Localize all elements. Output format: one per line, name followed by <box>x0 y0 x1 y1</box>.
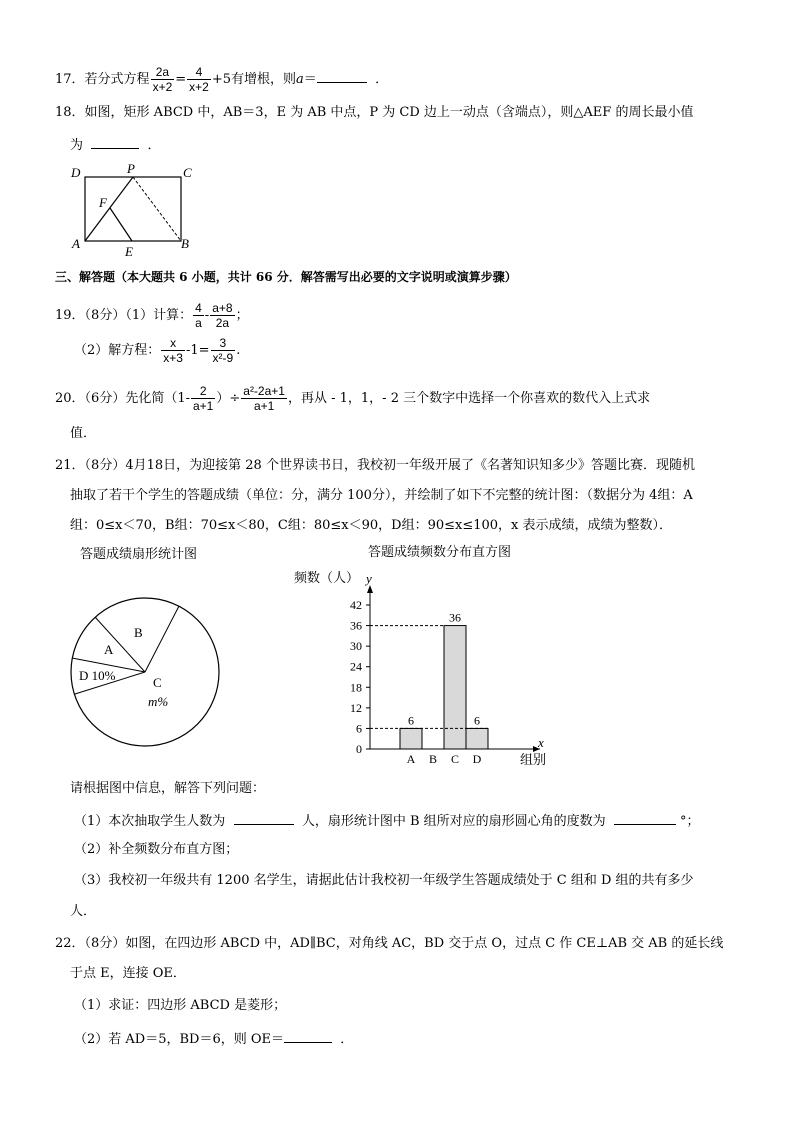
q18-line2: 为 ． <box>70 138 161 153</box>
q17: 17．若分式方程 $\frac{2a}{x+2}$ = $\frac{4}{x+2}$ +5有增根，则a＝ ． <box>55 65 389 94</box>
y-tick-label: 24 <box>350 659 362 674</box>
x-tick-label: D <box>472 752 482 766</box>
q21-sub2: （2）补全频数分布直方图； <box>74 842 239 857</box>
bar-value-label: 36 <box>449 610 461 625</box>
fraction: $\frac{2}{a+1}$ <box>193 384 214 413</box>
pie-slice-b-label: B <box>134 625 143 640</box>
bar-a <box>400 728 422 749</box>
q21-sub3-line1: （3）我校初一年级共有 1200 名学生，请据此估计我校初一年级学生答题成绩处于 C 组和 D 组的共有多少 <box>74 873 694 888</box>
section-heading: 三、解答题（本大题共 6 小题，共计 66 分．解答需写出必要的文字说明或演算步骤） <box>55 270 517 284</box>
fraction: $\frac{3}{\text{x²-9}}$ <box>212 336 234 365</box>
fraction: $\frac{4}{x+2}$ <box>189 65 209 94</box>
fraction: $\frac{2a}{x+2}$ <box>152 65 173 94</box>
answer-blank[interactable] <box>284 1030 332 1043</box>
label-c: C <box>183 165 192 180</box>
y-tick-label: 42 <box>350 598 362 612</box>
q20-line2: 值． <box>70 426 97 441</box>
q19-part2: （2）解方程： $\frac{x}{x+3}$ -1= $\frac{3}{\text{x²-9}}$ . <box>74 336 241 365</box>
bar-value-label: 6 <box>474 713 480 728</box>
y-tick-label: 36 <box>350 618 362 633</box>
y-tick-label: 18 <box>350 680 362 695</box>
histogram <box>290 566 580 776</box>
label-b: B <box>181 236 189 251</box>
fraction: $\frac{x}{x+3}$ <box>163 336 183 365</box>
y-axis-title: 频数（人） <box>294 570 360 585</box>
q22-line1: 22．（8分）如图，在四边形 ABCD 中，AD∥BC，对角线 AC，BD 交于点 O，过点 C 作 CE⊥AB 交 AB 的延长线 <box>55 936 724 951</box>
label-d: D <box>71 165 81 180</box>
pie-title: 答题成绩扇形统计图 <box>80 547 198 562</box>
bar-d <box>466 728 488 749</box>
segment-pb <box>133 177 181 241</box>
y-tick-label: 6 <box>356 721 362 736</box>
bar-value-label: 6 <box>408 713 414 728</box>
x-axis-title: 组别 <box>520 752 547 767</box>
q22-sub2: （2）若 AD＝5，BD＝6，则 OE＝ ． <box>74 1032 354 1047</box>
pie-slice-d-label: D 10% <box>79 668 116 683</box>
q22-line2: 于点 E，连接 OE． <box>70 966 186 981</box>
label-f: F <box>99 195 107 210</box>
q21-sub1: （1）本次抽取学生人数为 人，扇形统计图中 B 组所对应的扇形圆心角的度数为 °； <box>74 814 700 829</box>
label-e: E <box>125 244 133 259</box>
fraction: $\frac{\text{a²-2a+1}}{a+1}$ <box>243 384 285 413</box>
fraction: $\frac{4}{a}$ <box>195 301 202 330</box>
fraction: $\frac{a+8}{2a}$ <box>212 301 233 330</box>
y-tick-label: 12 <box>350 700 362 715</box>
answer-blank[interactable] <box>317 70 367 83</box>
label-p: P <box>127 161 135 176</box>
q21-line1: 21．（8分）4月18日，为迎接第 28 个世界读书日，我校初一年级开展了《名著知识知多少》答题比赛．现随机 <box>55 458 695 473</box>
q21-line3: 组：0≤x＜70，B组：70≤x＜80，C组：80≤x＜90，D组：90≤x≤100，x 表示成绩，成绩为整数）． <box>70 518 673 533</box>
answer-blank[interactable] <box>91 136 139 149</box>
rectangle-figure <box>66 160 206 260</box>
pie-slice-a-label: A <box>104 642 114 657</box>
q21-line2: 抽取了若干个学生的答题成绩（单位：分，满分 100分），并绘制了如下不完整的统计图：（数据分为 4组：A <box>70 488 693 503</box>
x-tick-label: A <box>406 752 416 766</box>
segment-fe <box>110 208 132 241</box>
label-a: A <box>72 236 80 251</box>
x-tick-label: C <box>450 752 460 766</box>
x-tick-label: B <box>428 752 438 766</box>
y-tick-label: 0 <box>356 742 362 756</box>
q21-sub3-line2: 人． <box>70 904 97 919</box>
histogram-title: 答题成绩频数分布直方图 <box>368 545 512 560</box>
pie-slice-c-percent: m% <box>148 694 169 709</box>
q18-line1: 18．如图，矩形 ABCD 中，AB＝3，E 为 AB 中点，P 为 CD 边上一动点（含端点），则△AEF 的周长最小值 <box>55 105 694 120</box>
x-axis-symbol: x <box>538 735 544 750</box>
bar-c <box>444 626 466 749</box>
answer-blank-count[interactable] <box>234 812 294 825</box>
y-axis-symbol: y <box>366 571 372 586</box>
y-tick-label: 30 <box>350 639 362 654</box>
answer-blank-angle[interactable] <box>614 812 676 825</box>
pie-slice-c-label: C <box>153 675 162 690</box>
q21-intro: 请根据图中信息，解答下列问题： <box>70 781 266 796</box>
y-axis-arrow <box>367 585 373 593</box>
q20-line1: 20．（6分）先化简（1- $\frac{2}{a+1}$ ）÷ $\frac{\text{a²-2a+1}}{a+1}$ ，再从 - 1，1，- 2 三个数字中选择一个你喜欢的数代入上式求 <box>55 384 651 413</box>
q19-part1: 19．（8分）（1）计算： $\frac{4}{a}$ - $\frac{a+8}{2a}$ ； <box>55 301 249 330</box>
q22-sub1: （1）求证：四边形 ABCD 是菱形； <box>74 998 287 1013</box>
pie-chart <box>66 596 226 756</box>
